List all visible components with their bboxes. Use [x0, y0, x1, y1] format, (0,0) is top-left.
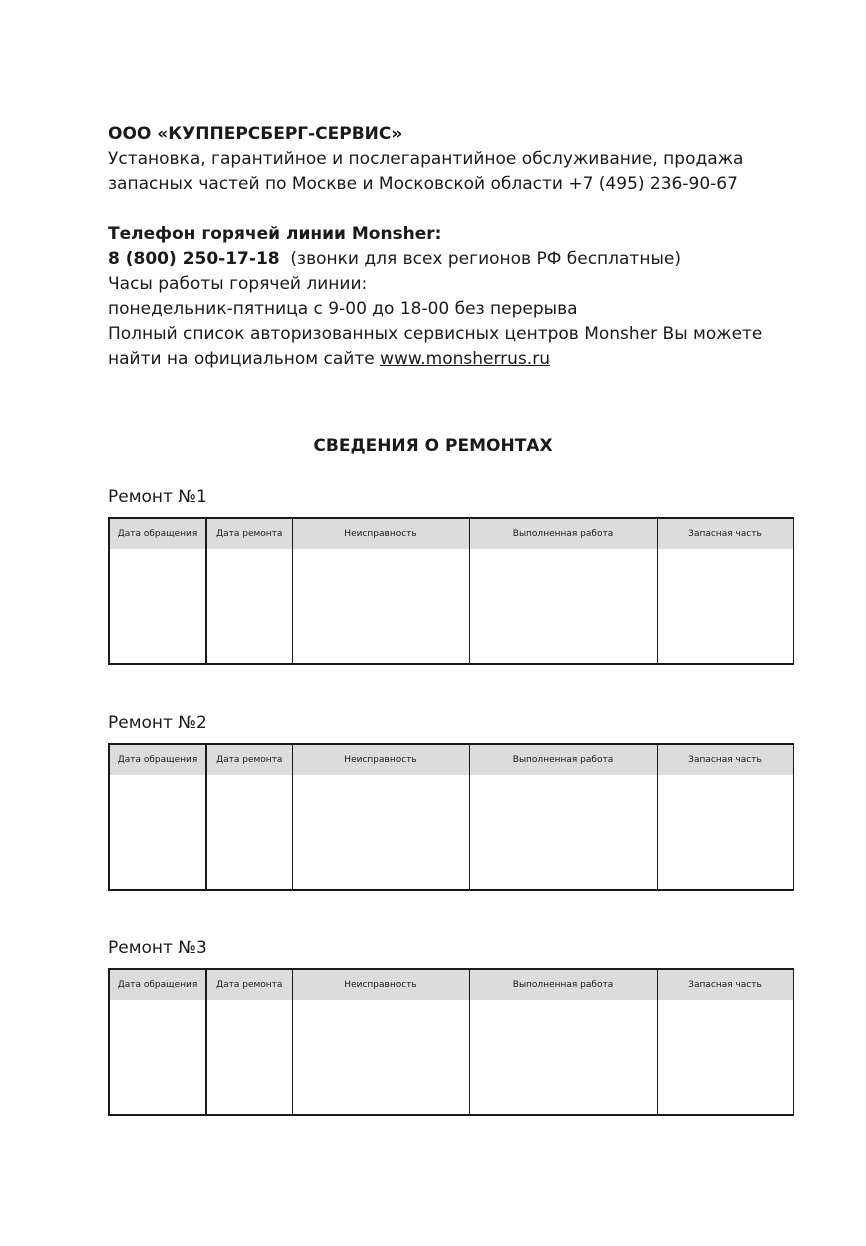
cell-repair-date[interactable] — [206, 1000, 292, 1115]
company-name: ООО «КУППЕРСБЕРГ-СЕРВИС» — [108, 124, 403, 144]
col-work-done: Выполненная работа — [469, 518, 657, 549]
col-repair-date: Дата ремонта — [206, 518, 292, 549]
cell-work-done[interactable] — [469, 1000, 657, 1115]
company-description-line1: Установка, гарантийное и послегарантийное обслуживание, продажа — [108, 149, 744, 169]
cell-spare-part[interactable] — [657, 775, 793, 890]
repair-label-1: Ремонт №1 — [108, 487, 207, 507]
repair-label-2: Ремонт №2 — [108, 713, 207, 733]
col-repair-date: Дата ремонта — [206, 744, 292, 775]
cell-repair-date[interactable] — [206, 549, 292, 664]
cell-fault[interactable] — [292, 775, 469, 890]
cell-work-done[interactable] — [469, 775, 657, 890]
table-header-row — [109, 969, 793, 1000]
col-fault: Неисправность — [292, 518, 469, 549]
section-title: СВЕДЕНИЯ О РЕМОНТАХ — [313, 436, 553, 456]
col-spare-part: Запасная часть — [657, 744, 793, 775]
hotline-phone-note: (звонки для всех регионов РФ бесплатные) — [290, 249, 681, 269]
repair-table-1 — [108, 517, 794, 665]
hotline-phone-line — [108, 247, 808, 272]
col-spare-part: Запасная часть — [657, 969, 793, 1000]
service-list-line2 — [108, 347, 808, 372]
hours-text: понедельник-пятница с 9-00 до 18-00 без перерыва — [108, 299, 578, 319]
cell-appeal-date[interactable] — [109, 549, 206, 664]
company-description-line2: запасных частей по Москве и Московской области +7 (495) 236-90-67 — [108, 174, 738, 194]
cell-appeal-date[interactable] — [109, 1000, 206, 1115]
col-fault: Неисправность — [292, 969, 469, 1000]
col-appeal-date: Дата обращения — [109, 744, 206, 775]
table-header-row — [109, 518, 793, 549]
cell-spare-part[interactable] — [657, 1000, 793, 1115]
cell-work-done[interactable] — [469, 549, 657, 664]
hotline-phone: 8 (800) 250-17-18 — [108, 249, 280, 269]
table-row — [109, 775, 793, 890]
col-work-done: Выполненная работа — [469, 744, 657, 775]
cell-fault[interactable] — [292, 549, 469, 664]
col-spare-part: Запасная часть — [657, 518, 793, 549]
cell-appeal-date[interactable] — [109, 775, 206, 890]
col-appeal-date: Дата обращения — [109, 969, 206, 1000]
col-work-done: Выполненная работа — [469, 969, 657, 1000]
company-info — [108, 122, 808, 197]
table-header-row — [109, 744, 793, 775]
service-list-prefix: найти на официальном сайте — [108, 349, 375, 369]
service-list-line1: Полный список авторизованных сервисных центров Monsher Вы можете — [108, 324, 763, 344]
hotline-info — [108, 222, 808, 372]
repair-table-3 — [108, 968, 794, 1116]
col-fault: Неисправность — [292, 744, 469, 775]
cell-spare-part[interactable] — [657, 549, 793, 664]
cell-fault[interactable] — [292, 1000, 469, 1115]
hours-title: Часы работы горячей линии: — [108, 274, 368, 294]
repair-table-2 — [108, 743, 794, 891]
hotline-title: Телефон горячей линии Monsher: — [108, 224, 442, 244]
website-link[interactable]: www.monsherrus.ru — [380, 349, 550, 369]
col-repair-date: Дата ремонта — [206, 969, 292, 1000]
col-appeal-date: Дата обращения — [109, 518, 206, 549]
repair-label-3: Ремонт №3 — [108, 938, 207, 958]
table-row — [109, 1000, 793, 1115]
table-row — [109, 549, 793, 664]
cell-repair-date[interactable] — [206, 775, 292, 890]
